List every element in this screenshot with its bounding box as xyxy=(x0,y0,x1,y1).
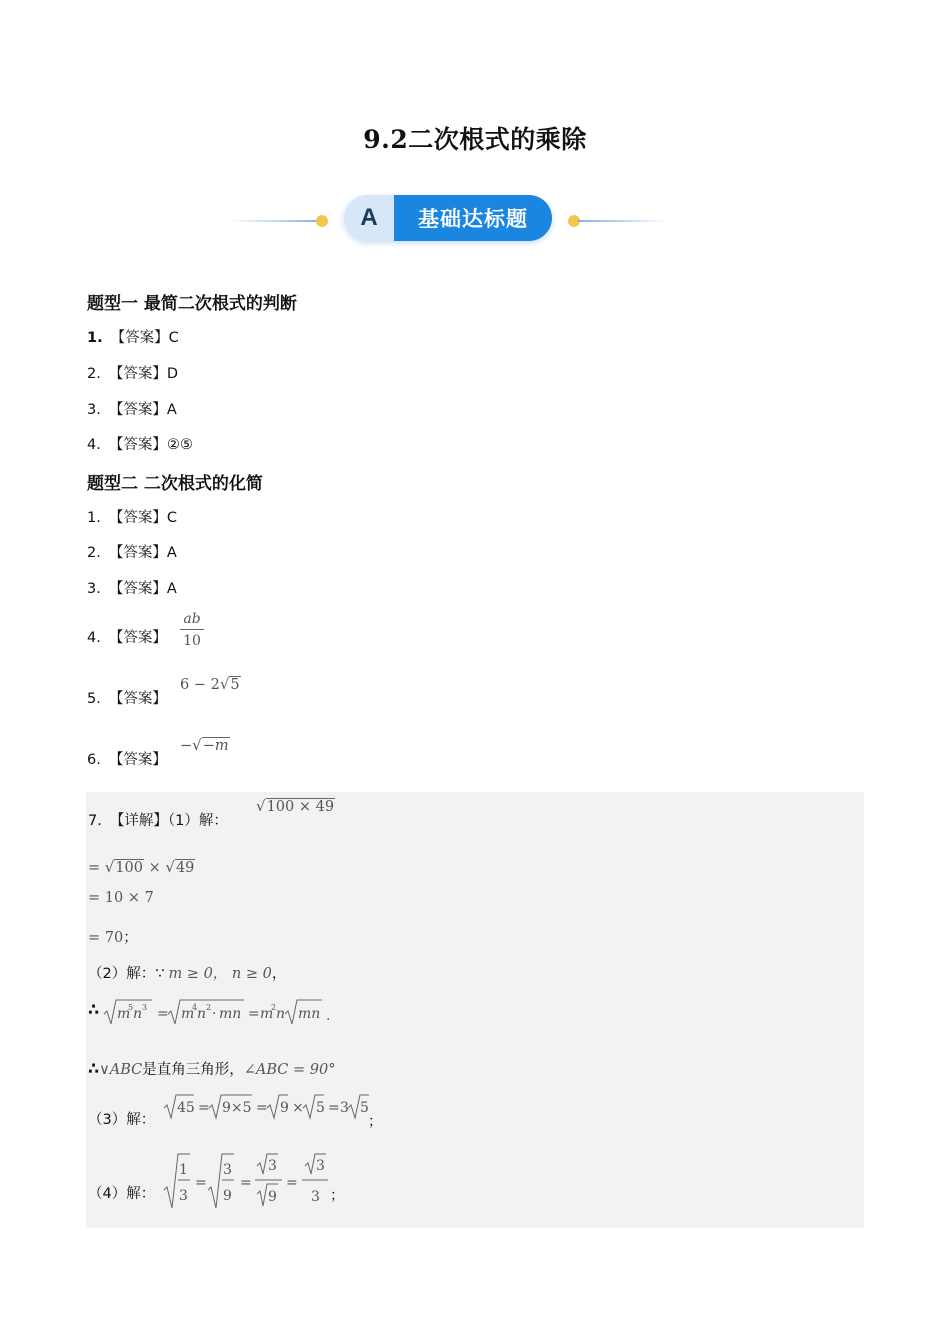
svg-text:5: 5 xyxy=(128,1003,134,1012)
expr-neg-root-neg-m xyxy=(180,736,230,754)
banner-text: 基础达标题 xyxy=(394,195,552,241)
radicand: 5 xyxy=(230,677,240,693)
radical-sign: √ xyxy=(192,736,202,754)
part4-derivation xyxy=(160,1150,340,1212)
svg-text:4: 4 xyxy=(192,1003,198,1012)
answer-label: 【答案】 xyxy=(110,330,169,346)
answer-item xyxy=(87,541,177,562)
part2-line xyxy=(88,962,286,983)
svg-text:3: 3 xyxy=(311,1189,320,1205)
expr-6-minus-2-root-5 xyxy=(180,675,241,693)
radical-m5n3 xyxy=(104,1000,152,1024)
answer-label: 【答案】 xyxy=(108,510,167,526)
radical-sign: √ xyxy=(256,797,266,815)
answer-num: 4. xyxy=(87,437,101,453)
part1-label: （1）解： xyxy=(167,813,228,829)
banner-letter: A xyxy=(344,195,394,241)
svg-text:9: 9 xyxy=(268,1189,277,1205)
answer-item xyxy=(87,326,179,347)
svg-text:.: . xyxy=(326,1008,331,1024)
svg-text:2: 2 xyxy=(206,1003,212,1012)
triangle-name: ∨ABC xyxy=(99,1062,143,1078)
answer-item xyxy=(87,687,167,708)
answer-label: 【答案】 xyxy=(108,545,167,561)
section2-heading: 题型二 二次根式的化简 xyxy=(87,474,263,494)
svg-text:·: · xyxy=(212,1006,217,1022)
detail-num: 7. xyxy=(88,813,102,829)
page-title: 9.2二次根式的乘除 xyxy=(363,125,587,154)
expr-prefix: 6 − 2 xyxy=(180,677,220,693)
svg-text:=: = xyxy=(256,1100,268,1116)
answer-label: 【答案】 xyxy=(108,366,167,382)
svg-text:=: = xyxy=(240,1175,252,1191)
step1 xyxy=(88,858,195,876)
expr-prefix: − xyxy=(180,738,193,754)
triangle-angle: ∠ABC = 90° xyxy=(243,1062,336,1078)
answer-value: A xyxy=(166,581,177,597)
svg-text:3: 3 xyxy=(340,1100,349,1116)
answer-item xyxy=(87,626,167,647)
answer-value: C xyxy=(166,510,177,526)
part3-label: （3）解： xyxy=(88,1112,156,1128)
radical-m4n2mn xyxy=(168,1000,244,1024)
answer-num: 2. xyxy=(87,366,101,382)
svg-text:9×5: 9×5 xyxy=(222,1100,252,1116)
answer-num: 1. xyxy=(87,330,103,346)
svg-text:n: n xyxy=(197,1006,207,1022)
banner-dot-left xyxy=(316,215,328,227)
svg-text:m: m xyxy=(181,1006,195,1022)
equals-sign: = xyxy=(157,1006,169,1022)
fraction-numerator: ab xyxy=(183,611,201,627)
answer-item xyxy=(87,433,193,454)
answer-item xyxy=(87,577,177,598)
answer-num: 2. xyxy=(87,545,101,561)
svg-text:=: = xyxy=(286,1175,298,1191)
triangle-text: 是直角三角形， xyxy=(142,1062,244,1078)
therefore-symbol-2: ∴ xyxy=(88,1059,100,1078)
fraction xyxy=(180,610,204,650)
svg-text:9: 9 xyxy=(280,1100,289,1116)
therefore-symbol: ∴ xyxy=(88,1000,100,1019)
svg-text:mn: mn xyxy=(298,1006,321,1022)
svg-text:n: n xyxy=(133,1006,143,1022)
svg-text:9: 9 xyxy=(223,1188,232,1204)
section1-heading: 题型一 最简二次根式的判断 xyxy=(87,294,297,314)
answer-item xyxy=(87,748,167,769)
times-sign: × xyxy=(144,860,166,876)
radical-sign: √ xyxy=(165,858,175,876)
banner-line-left xyxy=(230,220,320,222)
radical-sign: √ xyxy=(104,858,115,876)
part2-condition: m ≥ 0， n ≥ 0 xyxy=(168,966,272,982)
answer-value: ②⑤ xyxy=(166,437,193,453)
svg-text:5: 5 xyxy=(360,1100,369,1116)
part2-derivation xyxy=(100,996,340,1030)
answer-value: D xyxy=(166,366,179,382)
svg-text:=: = xyxy=(195,1175,207,1191)
equals-sign: = xyxy=(88,860,105,876)
detail-label: 【详解】 xyxy=(109,813,168,829)
svg-text:3: 3 xyxy=(316,1158,325,1174)
svg-text:n: n xyxy=(276,1006,286,1022)
part2-end: ， xyxy=(271,966,287,982)
banner-line-right xyxy=(578,220,668,222)
answer-label: 【答案】 xyxy=(108,581,167,597)
svg-text:m: m xyxy=(117,1006,131,1022)
part3-derivation xyxy=(160,1092,370,1124)
equals-sign: = xyxy=(248,1006,260,1022)
radicand: 49 xyxy=(175,860,195,876)
radicand: −m xyxy=(202,738,229,754)
banner-pill xyxy=(344,195,552,241)
part1-expression xyxy=(256,797,335,815)
step2: = 10 × 7 xyxy=(88,890,154,906)
section-banner xyxy=(230,192,670,244)
answer-label: 【答案】 xyxy=(108,437,167,453)
svg-text:3: 3 xyxy=(179,1188,188,1204)
result-m2n-root-mn xyxy=(260,1000,322,1024)
answer-num: 3. xyxy=(87,581,101,597)
svg-text:45: 45 xyxy=(177,1100,195,1116)
answer-label: 【答案】 xyxy=(108,630,167,646)
answer-label: 【答案】 xyxy=(108,752,167,768)
svg-text:5: 5 xyxy=(316,1100,325,1116)
svg-text:3: 3 xyxy=(268,1158,277,1174)
answer-item xyxy=(87,506,177,527)
part3-end: ； xyxy=(368,1114,383,1130)
part4-end: ； xyxy=(330,1188,345,1204)
svg-text:1: 1 xyxy=(179,1162,188,1178)
detail-header xyxy=(88,809,228,830)
answer-num: 3. xyxy=(87,402,101,418)
part2-label: （2）解：∵ xyxy=(88,966,165,982)
answer-value: C xyxy=(168,330,179,346)
radicand: 100 × 49 xyxy=(266,799,335,815)
answer-item xyxy=(87,362,178,383)
answer-num: 6. xyxy=(87,752,101,768)
step3-value: = 70 xyxy=(88,930,124,946)
svg-text:=: = xyxy=(198,1100,210,1116)
radicand: 100 xyxy=(115,860,144,876)
svg-text:×: × xyxy=(292,1100,304,1116)
fraction-denominator: 10 xyxy=(183,633,201,649)
answer-num: 4. xyxy=(87,630,101,646)
answer-value: A xyxy=(166,545,177,561)
radical-sign: √ xyxy=(219,675,230,693)
step3-end: ； xyxy=(123,930,138,946)
svg-text:2: 2 xyxy=(271,1003,277,1012)
answer-label: 【答案】 xyxy=(108,691,167,707)
step3 xyxy=(88,926,138,947)
triangle-line xyxy=(88,1058,335,1079)
answer-num: 1. xyxy=(87,510,101,526)
svg-text:3: 3 xyxy=(142,1003,148,1012)
part4-label: （4）解： xyxy=(88,1186,156,1202)
answer-item xyxy=(87,398,177,419)
svg-text:m: m xyxy=(260,1006,274,1022)
answer-value: A xyxy=(166,402,177,418)
fraction-bar xyxy=(180,629,204,630)
answer-num: 5. xyxy=(87,691,101,707)
answer-label: 【答案】 xyxy=(108,402,167,418)
svg-text:3: 3 xyxy=(223,1162,232,1178)
svg-text:=: = xyxy=(328,1100,340,1116)
svg-text:mn: mn xyxy=(219,1006,242,1022)
